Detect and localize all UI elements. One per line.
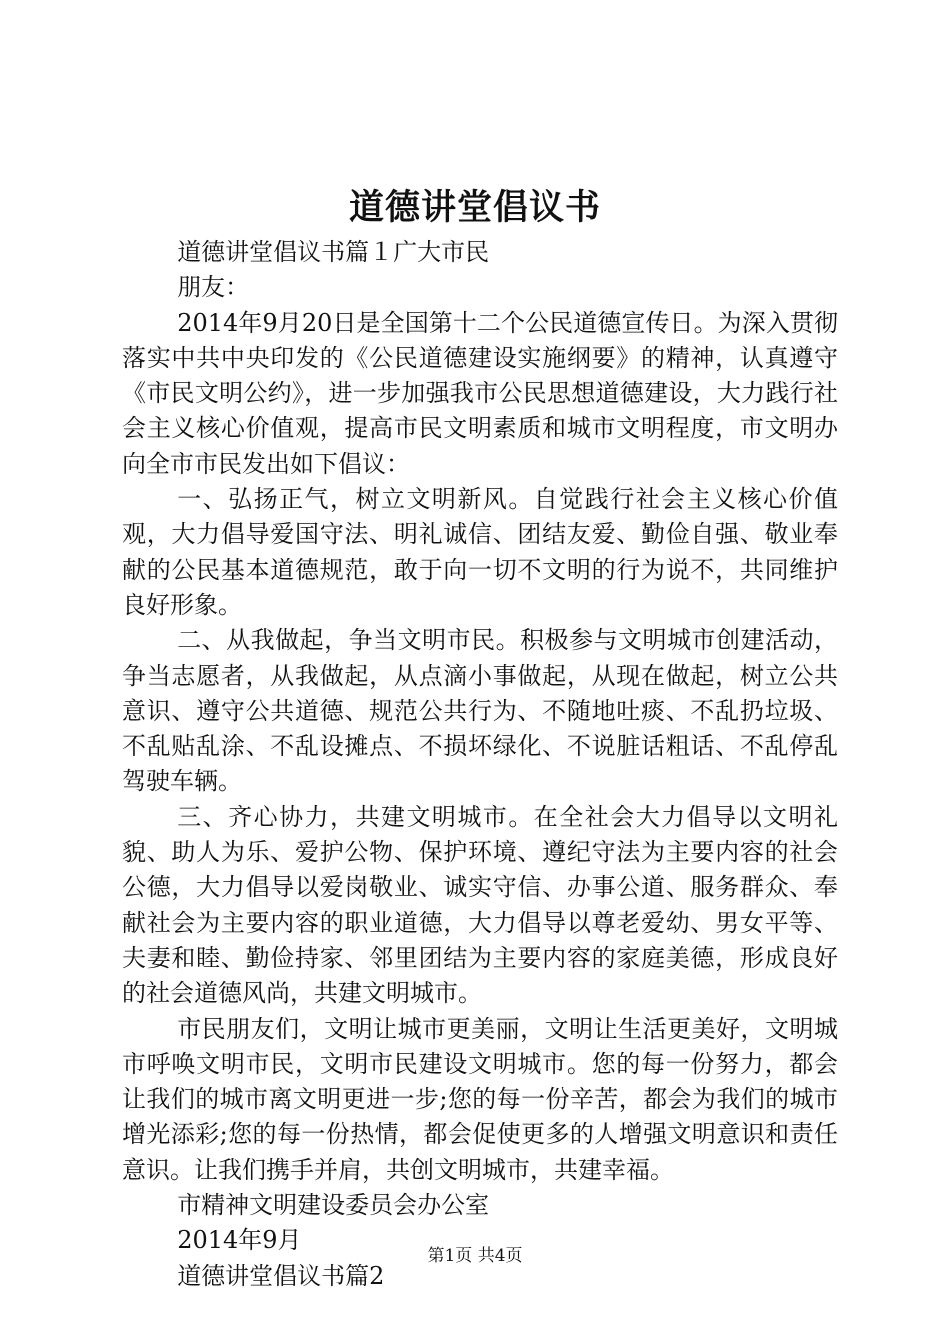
document-title: 道德讲堂倡议书 [348,187,601,228]
signature: 市精神文明建设委员会办公室 [177,1191,490,1220]
salutation: 朋友： [177,273,250,302]
document-body [122,235,838,1294]
next-section-heading: 道德讲堂倡议书篇2 [177,1261,385,1290]
paragraph-point-3: 三、齐心协力，共建文明城市。在全社会大力倡导以文明礼貌、助人为乐、爱护公物、保护环境、遵纪守法为主要内容的社会公德，大力倡导以爱岗敬业、诚实守信、办事公道、服务群众、奉献社会为主要内容的职业道德，大力倡导以尊老爱幼、男女平等、夫妻和睦、勤俭持家、邻里团结为主要内容的家庭美德，形成良好的社会道德风尚，共建文明城市。 [122,802,838,1008]
paragraph-intro: 2014年9月20日是全国第十二个公民道德宣传日。为深入贯彻落实中共中央印发的《公民道德建设实施纲要》的精神，认真遵守《市民文明公约》，进一步加强我市公民思想道德建设，大力践行社会主义核心价值观，提高市民文明素质和城市文明程度，市文明办向全市市民发出如下倡议： [122,308,838,478]
paragraph-closing: 市民朋友们，文明让城市更美丽，文明让生活更美好，文明城市呼唤文明市民，文明市民建设文明城市。您的每一份努力，都会让我们的城市离文明更进一步;您的每一份辛苦，都会为我们的城市增光添彩;您的每一份热情，都会促使更多的人增强文明意识和责任意识。让我们携手并肩，共创文明城市，共建幸福。 [122,1014,838,1184]
paragraph-point-2: 二、从我做起，争当文明市民。积极参与文明城市创建活动，争当志愿者，从我做起，从点滴小事做起，从现在做起，树立公共意识、遵守公共道德、规范公共行为、不随地吐痰、不乱扔垃圾、不乱贴乱涂、不乱设摊点、不损坏绿化、不说脏话粗话、不乱停乱驾驶车辆。 [122,626,838,796]
section-heading: 道德讲堂倡议书篇１广大市民 [177,238,490,266]
signature-date: 2014年9月 [177,1226,302,1255]
paragraph-point-1: 一、弘扬正气，树立文明新风。自觉践行社会主义核心价值观，大力倡导爱国守法、明礼诚信、团结友爱、勤俭自强、敬业奉献的公民基本道德规范，敢于向一切不文明的行为说不，共同维护良好形象。 [122,485,838,619]
page-footer: 第1页 共4页 [427,1246,523,1266]
